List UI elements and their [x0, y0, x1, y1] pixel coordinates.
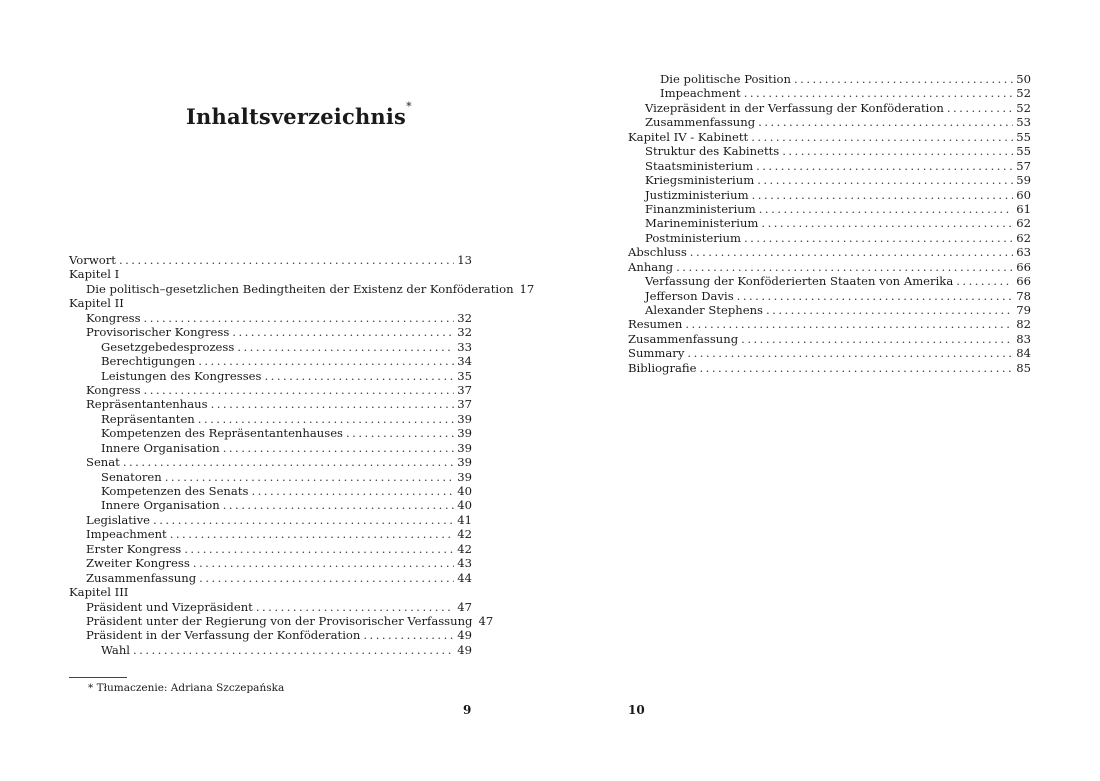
toc-entry-title: Wahl — [101, 642, 130, 657]
toc-entry-title: Berechtigungen — [101, 354, 196, 369]
dot-leader — [794, 72, 1013, 86]
toc-entry-title: Die politisch–gesetzlichen Bedingtheiten der Existenz der Konföderation — [86, 281, 514, 296]
dot-leader — [751, 130, 1013, 144]
page-title — [186, 100, 412, 129]
toc-entry-page: 47 — [457, 599, 472, 614]
toc-entry-title: Kapitel III — [69, 585, 129, 600]
footnote: * Tłumaczenie: Adriana Szczepańska — [88, 682, 285, 694]
dot-leader — [144, 311, 455, 325]
toc-entry[interactable] — [628, 346, 1031, 360]
toc-entry-page: 37 — [457, 382, 472, 397]
dot-leader — [956, 274, 1013, 288]
toc-entry[interactable] — [69, 527, 472, 541]
dot-leader — [133, 643, 454, 657]
toc-entry-title: Vorwort — [69, 253, 116, 267]
toc-entry-title: Die politische Position — [660, 72, 791, 86]
toc-entry-page: 63 — [1016, 245, 1031, 260]
toc-entry-title: Impeachment — [660, 86, 741, 101]
toc-entry-page: 49 — [457, 642, 472, 657]
toc-entry[interactable] — [69, 498, 472, 512]
dot-leader — [756, 159, 1013, 173]
dot-leader — [123, 455, 454, 469]
toc-entry-title: Innere Organisation — [101, 440, 220, 455]
dot-leader — [744, 86, 1014, 100]
toc-entry[interactable] — [69, 281, 535, 296]
toc-entry-page: 43 — [457, 556, 472, 571]
toc-entry-page: 66 — [1016, 259, 1031, 274]
dot-leader — [232, 325, 454, 339]
toc-entry[interactable] — [69, 628, 472, 642]
toc-entry-title: Legislative — [86, 512, 151, 527]
toc-entry-title: Postministerium — [645, 230, 741, 245]
toc-entry-page: 52 — [1016, 86, 1031, 101]
toc-entry-page: 53 — [1016, 115, 1031, 130]
toc-entry[interactable] — [69, 340, 472, 354]
toc-entry[interactable] — [628, 274, 1031, 288]
dot-leader — [752, 188, 1014, 202]
toc-entry[interactable] — [69, 600, 472, 614]
toc-entry[interactable] — [628, 245, 1031, 259]
toc-entry[interactable] — [628, 101, 1031, 115]
toc-entry[interactable] — [628, 216, 1031, 230]
toc-entry-page: 42 — [457, 541, 472, 556]
toc-entry-page: 40 — [457, 498, 472, 513]
toc-entry-title: Zweiter Kongress — [86, 556, 190, 571]
toc-entry-title: Kriegsministerium — [645, 173, 755, 188]
toc-entry-title: Marineministerium — [645, 216, 759, 231]
toc-entry-title: Resumen — [628, 317, 683, 332]
toc-entry-page: 84 — [1016, 346, 1031, 361]
toc-entry-title: Abschluss — [628, 245, 687, 260]
toc-entry[interactable] — [69, 253, 472, 267]
toc-entry-page: 66 — [1016, 274, 1031, 289]
dot-leader — [184, 542, 454, 556]
toc-entry-page: 39 — [457, 411, 472, 426]
toc-entry-title: Präsident und Vizepräsident — [86, 599, 253, 614]
dot-leader — [761, 216, 1013, 230]
toc-entry[interactable] — [628, 231, 1031, 245]
toc-entry-title: Präsident in der Verfassung der Konföderation — [86, 628, 361, 643]
toc-entry-page: 62 — [1016, 230, 1031, 245]
dot-leader — [757, 173, 1013, 187]
toc-entry-page: 34 — [457, 354, 472, 369]
toc-entry[interactable] — [69, 455, 472, 469]
toc-entry-page: 41 — [457, 512, 472, 527]
toc-entry-page: 32 — [457, 310, 472, 325]
toc-entry-page: 42 — [457, 527, 472, 542]
toc-entry-title: Präsident unter der Regierung von der Provisorischer Verfassung — [86, 613, 473, 628]
toc-entry-title: Impeachment — [86, 527, 167, 542]
toc-entry-page: 13 — [457, 253, 472, 267]
toc-entry-page: 55 — [1016, 144, 1031, 159]
toc-entry[interactable] — [69, 426, 472, 440]
toc-entry-page: 82 — [1016, 317, 1031, 332]
toc-entry-title: Senatoren — [101, 469, 162, 484]
dot-leader — [676, 260, 1013, 274]
toc-entry-page: 85 — [1016, 360, 1031, 375]
toc-entry-title: Zusammenfassung — [628, 331, 739, 346]
toc-entry-title: Provisorischer Kongress — [86, 325, 230, 340]
toc-entry-title: Anhang — [628, 259, 674, 274]
toc-entry-title: Kompetenzen des Senats — [101, 484, 249, 498]
toc-entry[interactable] — [69, 556, 472, 570]
toc-entry[interactable] — [628, 188, 1031, 202]
toc-entry-page: 39 — [457, 426, 472, 441]
toc-entry[interactable] — [69, 325, 472, 339]
toc-entry-title: Innere Organisation — [101, 498, 220, 513]
toc-entry-title: Senat — [86, 455, 120, 470]
toc-entry[interactable] — [628, 361, 1031, 375]
toc-entry-title: Jefferson Davis — [645, 288, 734, 303]
toc-entry[interactable] — [628, 86, 1031, 100]
toc-entry-title: Erster Kongress — [86, 541, 182, 556]
dot-leader — [153, 513, 454, 527]
title-footnote-mark: * — [406, 100, 412, 113]
dot-leader — [223, 498, 455, 512]
toc-entry[interactable] — [69, 643, 472, 657]
dot-leader — [766, 303, 1013, 317]
toc-entry[interactable] — [69, 296, 472, 310]
toc-entry[interactable] — [69, 585, 472, 599]
toc-entry-page: 33 — [457, 339, 472, 354]
dot-leader — [144, 383, 455, 397]
dot-leader — [198, 412, 454, 426]
toc-entry[interactable] — [69, 513, 472, 527]
toc-entry-page: 35 — [457, 368, 472, 383]
dot-leader — [193, 556, 454, 570]
dot-leader — [119, 253, 454, 267]
toc-entry-page: 44 — [457, 570, 472, 585]
toc-entry[interactable] — [628, 130, 1031, 144]
toc-entry-page: 61 — [1016, 201, 1031, 216]
toc-entry-page: 79 — [1016, 303, 1031, 317]
toc-entry-title: Vizepräsident in der Verfassung der Konföderation — [645, 100, 944, 115]
toc-entry-page: 39 — [457, 440, 472, 455]
toc-entry-title: Verfassung der Konföderierten Staaten von Amerika — [645, 274, 954, 289]
dot-leader — [700, 361, 1014, 375]
dot-leader — [690, 245, 1013, 259]
dot-leader — [237, 340, 454, 354]
toc-entry[interactable] — [628, 202, 1031, 216]
dot-leader — [265, 369, 455, 383]
dot-leader — [687, 346, 1013, 360]
toc-entry-page: 50 — [1016, 72, 1031, 86]
toc-entry[interactable] — [69, 571, 472, 585]
dot-leader — [251, 484, 454, 498]
toc-entry-page: 60 — [1016, 187, 1031, 202]
toc-entry-page: 57 — [1016, 158, 1031, 173]
toc-entry-title: Kompetenzen des Repräsentantenhauses — [101, 426, 344, 441]
toc-entry[interactable] — [628, 289, 1031, 303]
toc-entry-title: Alexander Stephens — [645, 303, 763, 317]
toc-entry[interactable] — [628, 317, 1031, 331]
toc-entry-page: 40 — [457, 484, 472, 498]
toc-entry[interactable] — [628, 260, 1031, 274]
toc-entry-page: 49 — [457, 628, 472, 643]
toc-entry-title: Bibliografie — [628, 360, 697, 375]
toc-entry-page: 78 — [1016, 288, 1031, 303]
toc-entry[interactable] — [69, 412, 472, 426]
toc-entry[interactable] — [69, 267, 472, 281]
toc-entry-title: Leistungen des Kongresses — [101, 368, 262, 383]
toc-entry-page: 83 — [1016, 331, 1031, 346]
footnote-divider — [69, 677, 127, 678]
dot-leader — [759, 202, 1013, 216]
toc-entry[interactable] — [628, 115, 1031, 129]
toc-entry[interactable] — [69, 613, 494, 628]
toc-entry-page: 39 — [457, 469, 472, 484]
dot-leader — [685, 317, 1013, 331]
toc-entry-title: Finanzministerium — [645, 201, 756, 216]
toc-entry[interactable] — [69, 311, 472, 325]
toc-entry[interactable] — [69, 484, 472, 498]
dot-leader — [782, 144, 1013, 158]
dot-leader — [211, 397, 455, 411]
toc-entry[interactable] — [628, 303, 1031, 317]
dot-leader — [346, 426, 454, 440]
toc-entry-page: 32 — [457, 325, 472, 340]
toc-entry[interactable] — [69, 542, 472, 556]
toc-entry-title: Kongress — [86, 310, 141, 325]
toc-entry-page: 52 — [1016, 100, 1031, 115]
right-page — [550, 0, 1100, 781]
toc-entry-title: Summary — [628, 346, 685, 361]
toc-entry-title: Kongress — [86, 382, 141, 397]
dot-leader — [947, 101, 1013, 115]
toc-entry[interactable] — [69, 354, 472, 368]
page-number-left: 9 — [463, 703, 472, 717]
toc-entry-page: 59 — [1016, 173, 1031, 188]
dot-leader — [170, 527, 455, 541]
toc-entry-page: 17 — [519, 281, 535, 296]
toc-entry-title: Gesetzgebedesprozess — [101, 339, 235, 354]
dot-leader — [198, 354, 454, 368]
title-text: Inhaltsverzeichnis — [186, 104, 407, 129]
toc-entry[interactable] — [69, 369, 472, 383]
toc-entry-title: Kapitel I — [69, 267, 120, 282]
toc-list-right — [628, 72, 1031, 375]
toc-entry[interactable] — [69, 397, 472, 411]
toc-entry[interactable] — [628, 159, 1031, 173]
dot-leader — [737, 289, 1014, 303]
toc-entry[interactable] — [69, 470, 472, 484]
toc-entry-title: Repräsentantenhaus — [86, 397, 208, 412]
dot-leader — [741, 332, 1013, 346]
toc-entry-title: Struktur des Kabinetts — [645, 144, 780, 159]
dot-leader — [744, 231, 1013, 245]
dot-leader — [758, 115, 1013, 129]
dot-leader — [256, 600, 454, 614]
toc-entry-page: 55 — [1016, 129, 1031, 144]
toc-entry-title: Zusammenfassung — [86, 570, 197, 585]
toc-entry[interactable] — [628, 144, 1031, 158]
toc-entry[interactable] — [628, 72, 1031, 86]
toc-entry-title: Kapitel II — [69, 296, 124, 311]
toc-entry[interactable] — [628, 173, 1031, 187]
toc-entry-page: 47 — [478, 613, 494, 628]
toc-entry-page: 37 — [457, 397, 472, 412]
toc-entry-page: 62 — [1016, 216, 1031, 231]
toc-entry-title: Kapitel IV - Kabinett — [628, 129, 749, 144]
toc-entry-title: Repräsentanten — [101, 411, 195, 426]
toc-entry-title: Justizministerium — [645, 187, 749, 202]
page-number-right: 10 — [628, 703, 645, 717]
dot-leader — [363, 628, 454, 642]
dot-leader — [223, 441, 455, 455]
toc-entry-page: 39 — [457, 455, 472, 470]
toc-entry[interactable] — [69, 441, 472, 455]
dot-leader — [165, 470, 455, 484]
toc-list-left — [69, 253, 535, 657]
toc-entry[interactable] — [628, 332, 1031, 346]
dot-leader — [199, 571, 454, 585]
toc-entry-title: Staatsministerium — [645, 158, 754, 173]
toc-entry-title: Zusammenfassung — [645, 115, 756, 130]
toc-entry[interactable] — [69, 383, 472, 397]
